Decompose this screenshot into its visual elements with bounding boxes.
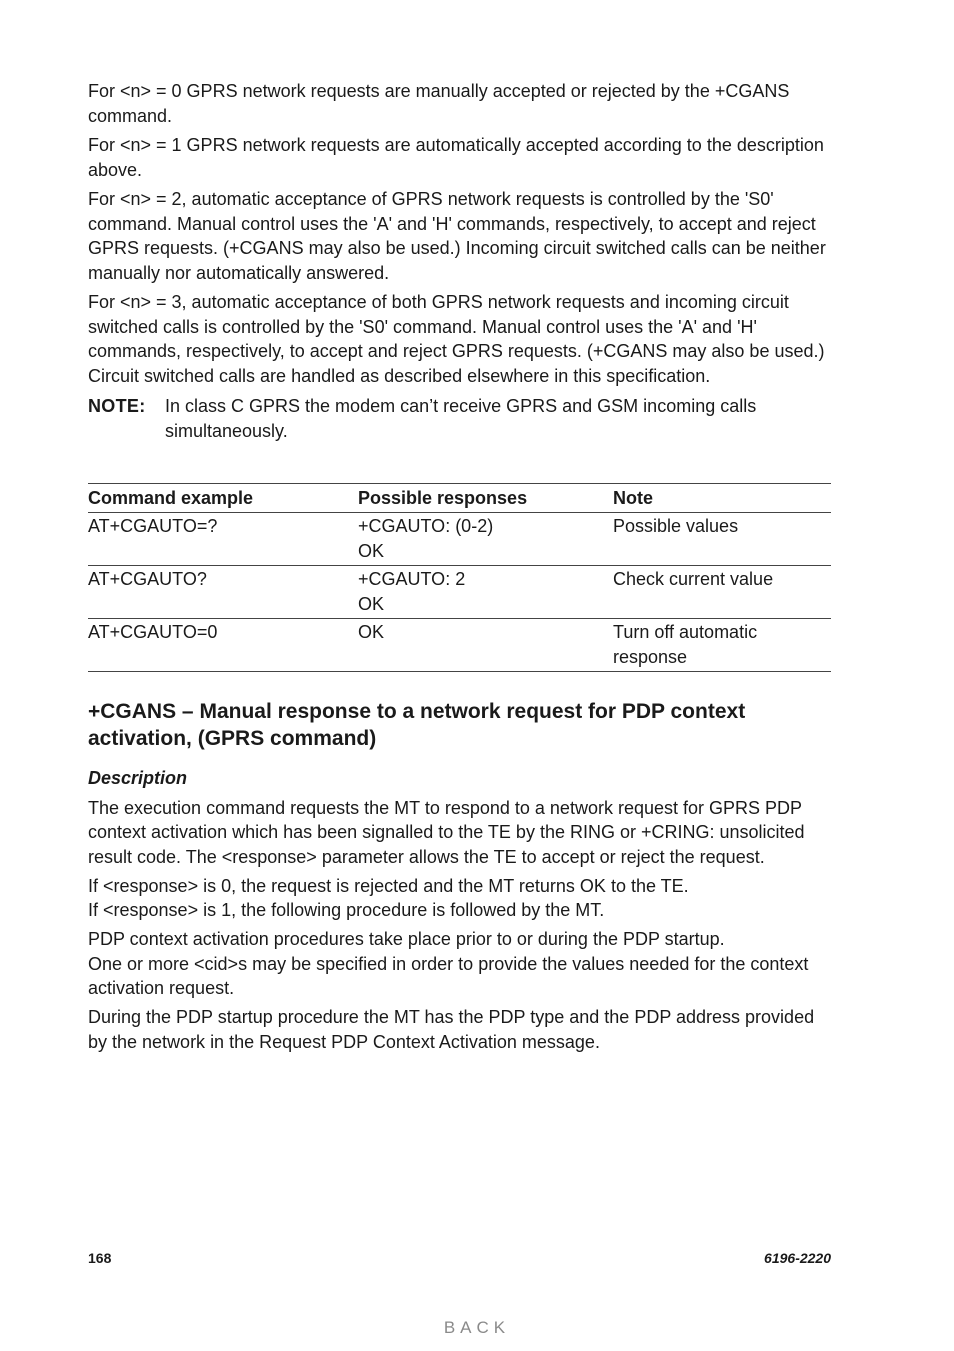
response-line: OK — [358, 540, 385, 561]
table-cell-command: AT+CGAUTO=0 — [88, 619, 358, 672]
intro-block — [88, 79, 832, 443]
table-row — [88, 619, 831, 672]
table-cell-response — [358, 619, 613, 672]
table-cell-note: Turn off automatic response — [613, 619, 831, 672]
cid-line: One or more <cid>s may be specified in order to provide the values needed for the context activation request. — [88, 953, 809, 999]
table-cell-response — [358, 566, 613, 619]
section-title: +CGANS – Manual response to a network request for PDP context activation, (GPRS command) — [88, 700, 746, 750]
table-cell-command: AT+CGAUTO=? — [88, 513, 358, 566]
note-label: NOTE: — [88, 396, 146, 416]
response-zero-line: If <response> is 0, the request is rejected and the MT returns OK to the TE. — [88, 875, 689, 896]
table-header-row — [88, 484, 831, 513]
intro-paragraph-n3: For <n> = 3, automatic acceptance of both GPRS network requests and incoming circuit switched calls is controlled by the 'S0' command. Manual control uses the 'A' and 'H' commands, respectively, to accept and reject GPRS requests. (+CGANS may also be used.) Circuit switched calls are handled as described elsewhere in this specification. — [88, 292, 825, 386]
table-row — [88, 513, 831, 566]
note-block — [88, 394, 832, 443]
description-paragraph: The execution command requests the MT to respond to a network request for GPRS PDP context activation which has been signalled to the TE by the RING or +CRING: unsolicited result code. The <response> parameter allows the TE to accept or reject the request. — [88, 798, 805, 867]
startup-paragraph: During the PDP startup procedure the MT has the PDP type and the PDP address provided by the network in the Request PDP Context Activation message. — [88, 1007, 815, 1052]
intro-paragraph-n2: For <n> = 2, automatic acceptance of GPRS network requests is controlled by the 'S0' command. Manual control uses the 'A' and 'H' commands, respectively, to accept and reject GPRS requests. (+CGANS may also be used.) Incoming circuit switched calls can be neither manually nor automatically answered. — [88, 189, 826, 283]
table-cell-response — [358, 513, 613, 566]
response-line: +CGAUTO: (0-2) — [358, 516, 494, 536]
table-cell-command: AT+CGAUTO? — [88, 566, 358, 619]
back-link[interactable]: BACK — [443, 1318, 511, 1337]
note-text: In class C GPRS the modem can’t receive GPRS and GSM incoming calls simultaneously. — [165, 396, 757, 441]
table-cell-note: Check current value — [613, 566, 831, 619]
response-line: OK — [358, 593, 385, 614]
activation-line: PDP context activation procedures take place prior to or during the PDP startup. — [88, 929, 725, 950]
table-header-command: Command example — [88, 484, 358, 513]
response-line: OK — [358, 622, 385, 642]
cgans-section — [88, 698, 832, 1059]
document-number: 6196-2220 — [764, 1250, 831, 1266]
table-cell-note: Possible values — [613, 513, 831, 566]
response-line: +CGAUTO: 2 — [358, 569, 466, 589]
table-row — [88, 566, 831, 619]
description-heading: Description — [88, 768, 188, 788]
command-table — [88, 483, 831, 672]
intro-paragraph-n1: For <n> = 1 GPRS network requests are automatically accepted according to the description above. — [88, 135, 824, 180]
table-header-responses: Possible responses — [358, 484, 613, 513]
intro-paragraph-n0: For <n> = 0 GPRS network requests are manually accepted or rejected by the +CGANS command. — [88, 81, 790, 126]
table-header-note: Note — [613, 484, 831, 513]
activation-paragraph — [88, 927, 832, 1000]
response-one-line: If <response> is 1, the following procedure is followed by the MT. — [88, 900, 605, 921]
response-rules-paragraph — [88, 874, 832, 923]
page-number: 168 — [88, 1250, 112, 1266]
